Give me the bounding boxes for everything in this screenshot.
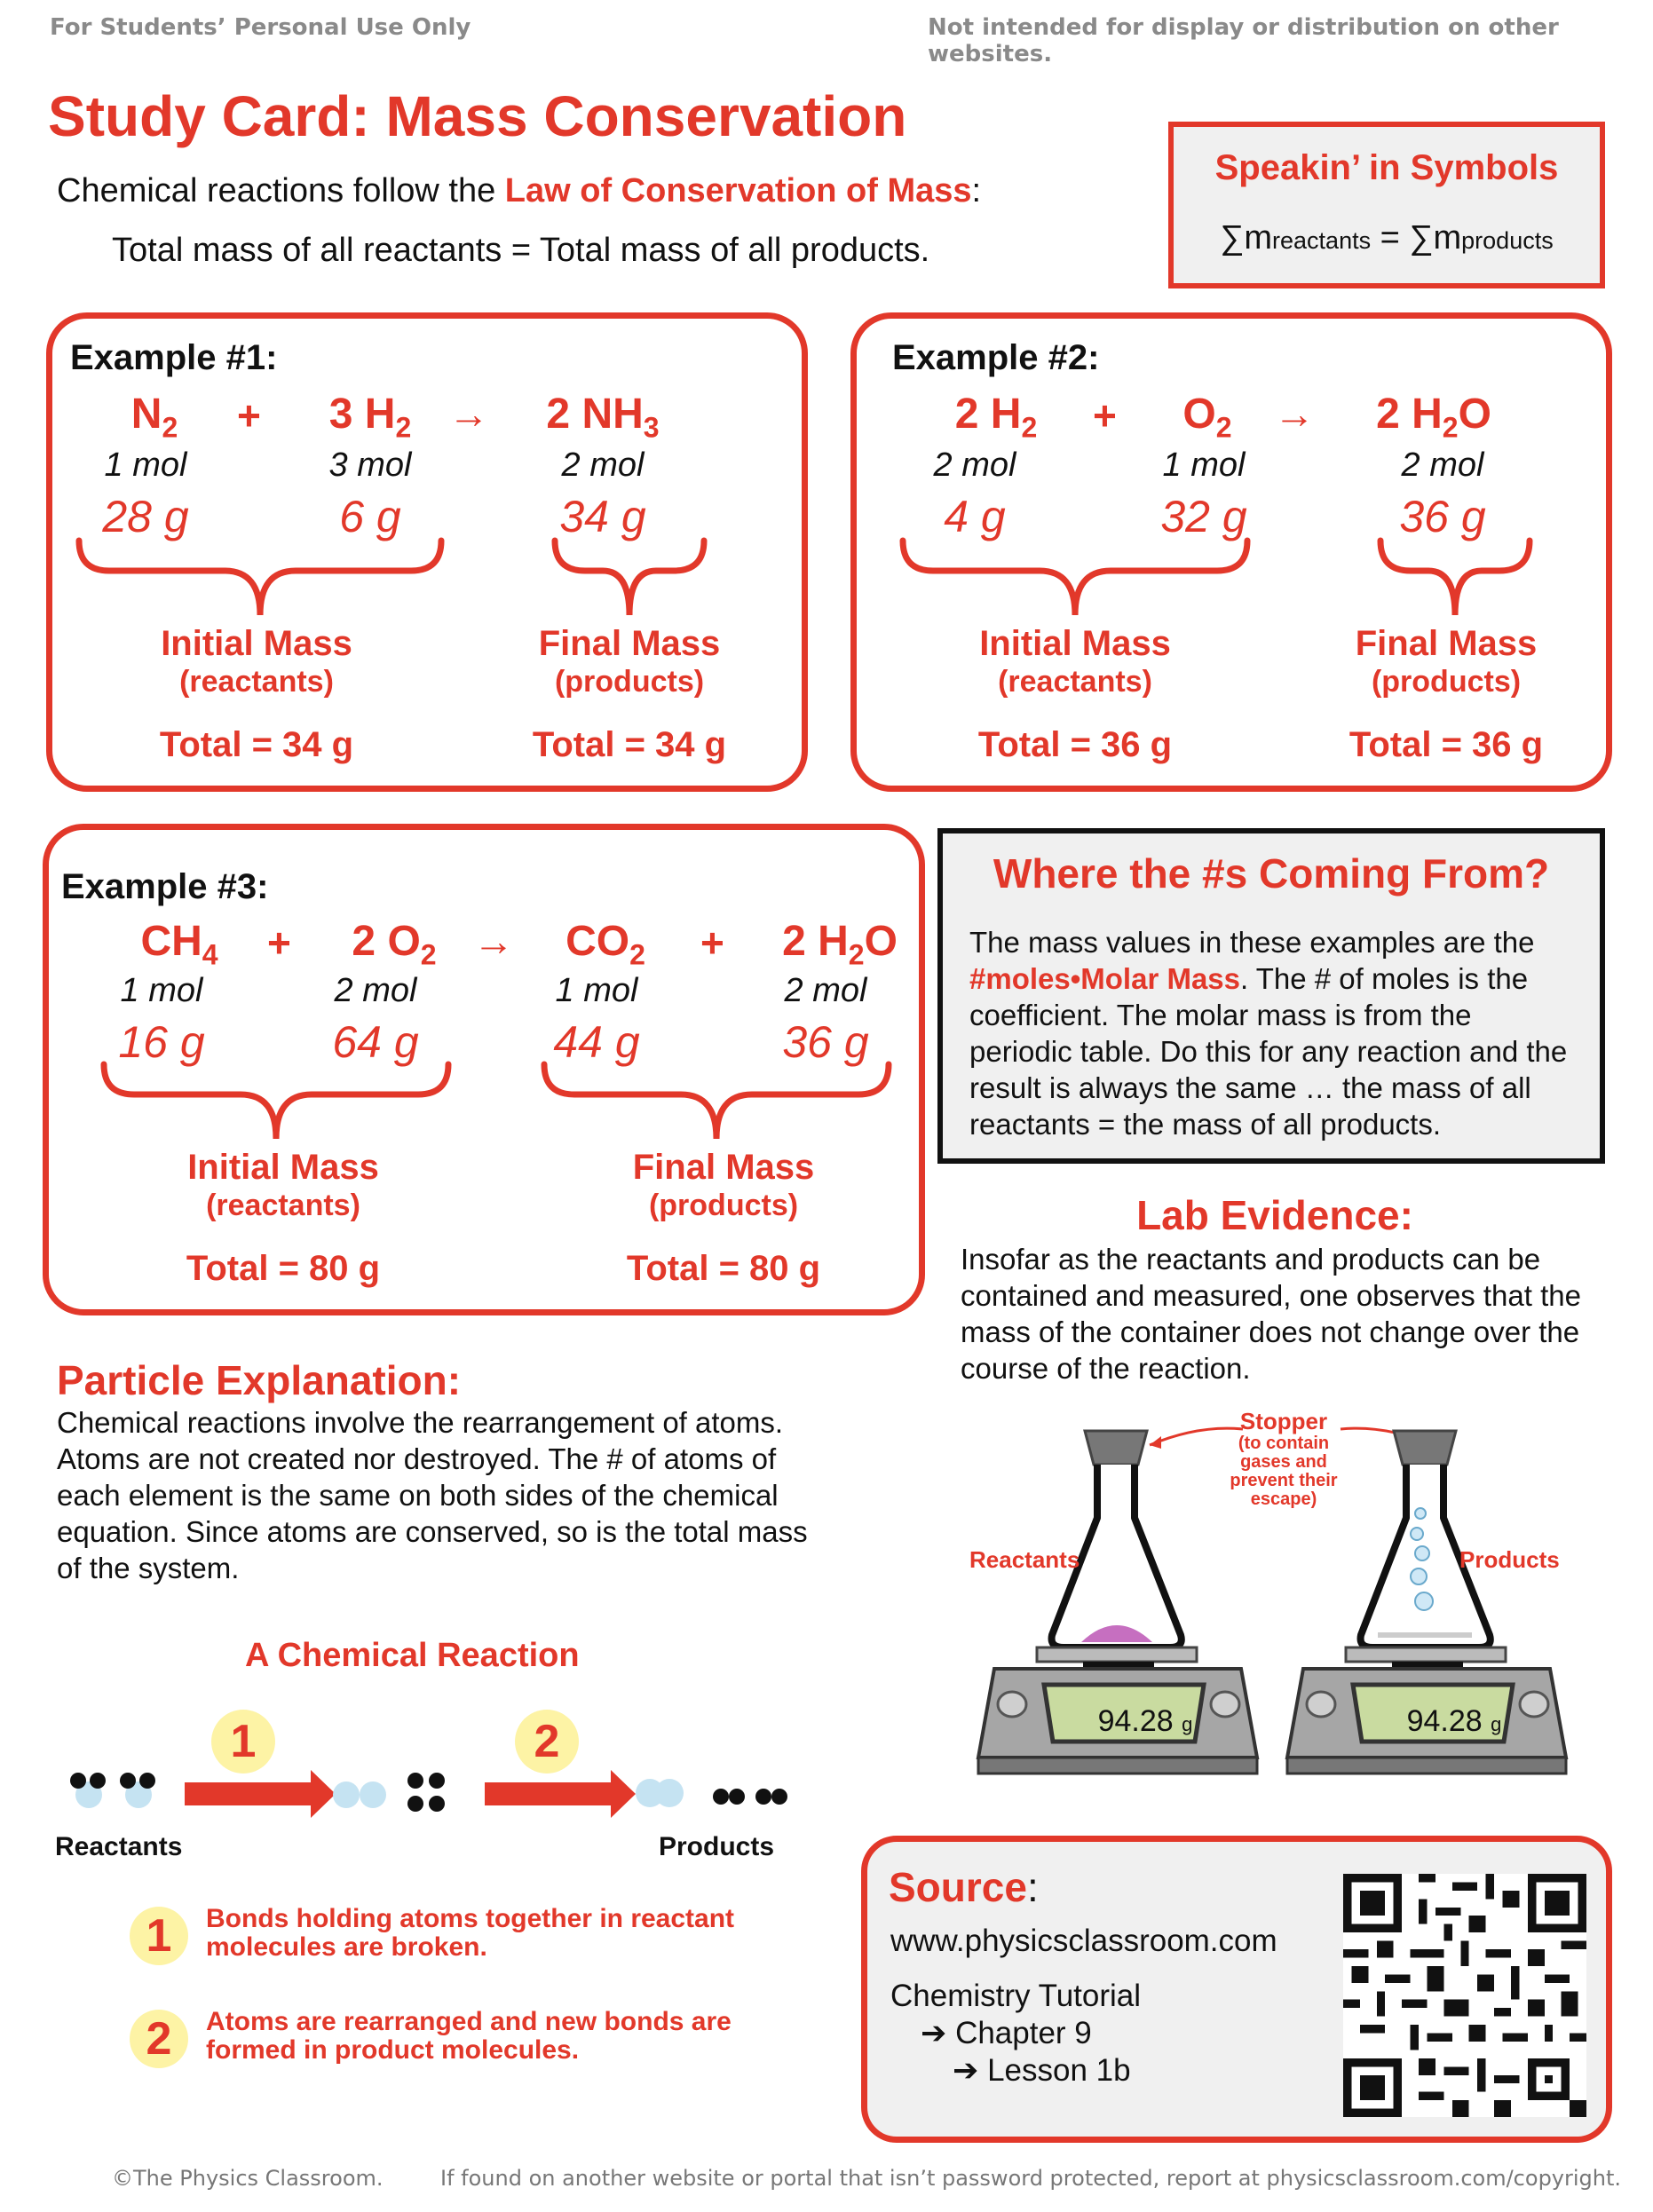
intro-line-2: Total mass of all reactants = Total mass of all products. — [112, 232, 930, 269]
ex2-final-mass-label: Final Mass — [1355, 624, 1538, 663]
ex1-total-initial: Total = 34 g — [159, 725, 354, 764]
ex1-species-2-formula: 3 $H_2$ — [328, 391, 412, 444]
distribution-note: Not intended for display or distribution on other websites. — [928, 14, 1559, 67]
sub-products: products — [1461, 227, 1554, 254]
ex2-product-brace — [1375, 535, 1535, 624]
ex3-products-label: (products) — [648, 1189, 799, 1222]
diagram-step-1-number: 1 — [230, 1716, 257, 1767]
ex1-total-final: Total = 34 g — [532, 725, 727, 764]
right-scale-reading: 94.28 g — [1406, 1704, 1502, 1738]
ex3-species-3-mass: 44 g — [553, 1017, 640, 1067]
ex2-species-2-mass: 32 g — [1160, 492, 1247, 541]
qr-code-icon[interactable] — [1343, 1874, 1586, 2117]
diagram-products-label: Products — [659, 1832, 775, 1861]
sub-reactants: reactants — [1272, 227, 1372, 254]
ex3-plus-1: + — [267, 920, 291, 966]
example-1-card — [46, 312, 808, 792]
reactants-flask-label: Reactants — [969, 1546, 1080, 1573]
symbols-title: Speakin’ in Symbols — [1214, 148, 1559, 187]
ex3-species-3-formula: $CO_2$ — [566, 918, 645, 971]
intro-line-1 — [57, 172, 981, 210]
reactant-molecules — [70, 1773, 155, 1808]
ex2-species-3-mass: 36 g — [1399, 492, 1486, 541]
step-2-badge: 2 — [130, 2010, 188, 2068]
diagram-reactants-label: Reactants — [55, 1832, 183, 1861]
ex3-species-3-mol: 1 mol — [555, 972, 638, 1009]
ex1-reactant-brace — [74, 535, 447, 624]
ex1-species-3-mass: 34 g — [559, 492, 646, 541]
where-box — [937, 828, 1605, 1164]
ex1-final-mass-label: Final Mass — [538, 624, 721, 663]
ex2-species-1-mol: 2 mol — [933, 446, 1016, 484]
particle-text: Chemical reactions involve the rearrangement of atoms. Atoms are not created nor destroyed. The # of atoms of each element is the same on both sides of the chemical equation. Since atoms are conserved, so is the total mass of the system. — [57, 1406, 808, 1584]
ex1-species-2-mass: 6 g — [339, 492, 401, 541]
ex3-species-4-mass: 36 g — [782, 1017, 869, 1067]
ex3-species-4-formula: 2 $H_2O$ — [782, 918, 898, 971]
ex1-species-2-mol: 3 mol — [328, 446, 412, 484]
example-2-label: Example #2: — [892, 338, 1100, 377]
ex3-species-2-mass: 64 g — [332, 1017, 419, 1067]
lab-title: Lab Evidence: — [1136, 1192, 1413, 1238]
source-box — [861, 1836, 1612, 2143]
where-title: Where the #s Coming From? — [993, 850, 1550, 897]
ex2-reactant-brace — [898, 535, 1270, 624]
symbols-equation — [1174, 219, 1600, 257]
ex2-species-1-formula: 2 $H_2$ — [954, 391, 1038, 444]
ex1-products-label: (products) — [554, 665, 705, 699]
ex1-product-brace — [550, 535, 709, 624]
symbols-box — [1168, 122, 1605, 288]
footer-copyright: ©The Physics Classroom. — [112, 2166, 384, 2191]
sigma-reactants: ∑m — [1220, 219, 1273, 257]
ex3-species-1-mass: 16 g — [118, 1017, 205, 1067]
ex1-species-1-mass: 28 g — [102, 492, 189, 541]
stopper-note: (to contain gases and prevent their escape) — [1230, 1434, 1338, 1509]
intro-pre: Chemical reactions follow the — [57, 172, 505, 209]
example-3-card — [43, 824, 925, 1315]
ex3-arrow: → — [473, 918, 514, 964]
personal-use-note: For Students’ Personal Use Only — [50, 14, 471, 41]
ex1-reactants-label: (reactants) — [179, 665, 334, 699]
ex2-species-2-mol: 1 mol — [1162, 446, 1246, 484]
example-2-card — [850, 312, 1612, 792]
product-molecules — [636, 1779, 787, 1807]
where-text: The mass values in these examples are the #moles•Molar Mass. The # of moles is the coefficient. The molar mass is from the periodic table. Do this for any reaction and the result is always the same … the mass of all reactants = the mass of all products. — [969, 926, 1568, 1141]
source-title: Source: — [889, 1864, 1039, 1910]
ex3-species-1-mol: 1 mol — [120, 972, 203, 1009]
ex2-reactants-label: (reactants) — [998, 665, 1152, 699]
ex3-total-final: Total = 80 g — [626, 1249, 821, 1288]
ex2-products-label: (products) — [1371, 665, 1522, 699]
left-scale-reading: 94.28 g — [1097, 1704, 1193, 1738]
ex2-arrow: → — [1274, 391, 1315, 437]
ex2-initial-mass-label: Initial Mass — [979, 624, 1171, 663]
ex3-final-mass-label: Final Mass — [632, 1148, 815, 1187]
ex2-species-2-formula: $O_2$ — [1182, 391, 1232, 444]
right-flask — [1361, 1431, 1491, 1647]
example-1-label: Example #1: — [70, 338, 278, 377]
ex2-species-3-formula: 2 $H_2O$ — [1376, 391, 1491, 444]
source-url[interactable]: www.physicsclassroom.com — [890, 1924, 1277, 1958]
ex3-species-2-mol: 2 mol — [334, 972, 417, 1009]
separated-atoms — [333, 1773, 445, 1812]
diagram-step-2-number: 2 — [534, 1716, 560, 1767]
ex2-plus: + — [1093, 392, 1117, 438]
example-3-label: Example #3: — [61, 867, 269, 906]
ex1-initial-mass-label: Initial Mass — [161, 624, 352, 663]
page-title: Study Card: Mass Conservation — [48, 84, 907, 148]
ex1-arrow: → — [448, 391, 489, 437]
source-chapter: ➔ Chapter 9 — [921, 2016, 1092, 2050]
ex2-species-3-mol: 2 mol — [1401, 446, 1484, 484]
ex1-species-3-mol: 2 mol — [561, 446, 645, 484]
step-1-badge: 1 — [130, 1907, 188, 1965]
ex2-total-final: Total = 36 g — [1348, 725, 1544, 764]
ex2-species-1-mass: 4 g — [944, 492, 1006, 541]
particle-title: Particle Explanation: — [57, 1357, 462, 1403]
moles-molar-mass: #moles•Molar Mass — [969, 962, 1241, 995]
ex1-species-3-formula: 2 $NH_3$ — [546, 391, 660, 444]
ex1-plus: + — [237, 392, 261, 438]
ex1-species-1-mol: 1 mol — [104, 446, 187, 484]
stopper-label: Stopper — [1239, 1408, 1328, 1434]
ex3-species-1-formula: $CH_4$ — [140, 918, 218, 971]
lab-text: Insofar as the reactants and products can be contained and measured, one observes that the mass of the container does not change over the course of the reaction. — [961, 1243, 1581, 1385]
ex3-total-initial: Total = 80 g — [186, 1249, 381, 1288]
source-lesson: ➔ Lesson 1b — [953, 2053, 1131, 2088]
left-flask — [1052, 1431, 1182, 1647]
sigma-products: ∑m — [1409, 219, 1462, 257]
reaction-diagram-title: A Chemical Reaction — [245, 1637, 580, 1674]
reaction-diagram — [53, 1704, 817, 1829]
symbols-equals: = — [1371, 219, 1410, 257]
ex3-reactant-brace — [99, 1059, 471, 1148]
law-name: Law of Conservation of Mass — [504, 172, 972, 209]
ex3-reactants-label: (reactants) — [206, 1189, 360, 1222]
step-2-text: Atoms are rearranged and new bonds are formed in product molecules. — [206, 2007, 732, 2065]
ex3-species-4-mol: 2 mol — [784, 972, 867, 1009]
step-1-text: Bonds holding atoms together in reactant molecules are broken. — [206, 1904, 735, 1962]
ex3-plus-2: + — [700, 920, 724, 966]
ex2-total-initial: Total = 36 g — [977, 725, 1173, 764]
ex3-species-2-formula: 2 $O_2$ — [352, 918, 437, 971]
ex1-species-1-formula: $N_2$ — [130, 391, 178, 444]
ex3-product-brace — [539, 1059, 912, 1148]
intro-post: : — [971, 172, 982, 209]
ex3-initial-mass-label: Initial Mass — [187, 1148, 379, 1187]
footer-report-note: If found on another website or portal that isn’t password protected, report at physicsclassroom.com/copyright. — [440, 2166, 1622, 2191]
products-flask-label: Products — [1459, 1546, 1560, 1573]
source-tutorial: Chemistry Tutorial — [890, 1979, 1142, 2013]
